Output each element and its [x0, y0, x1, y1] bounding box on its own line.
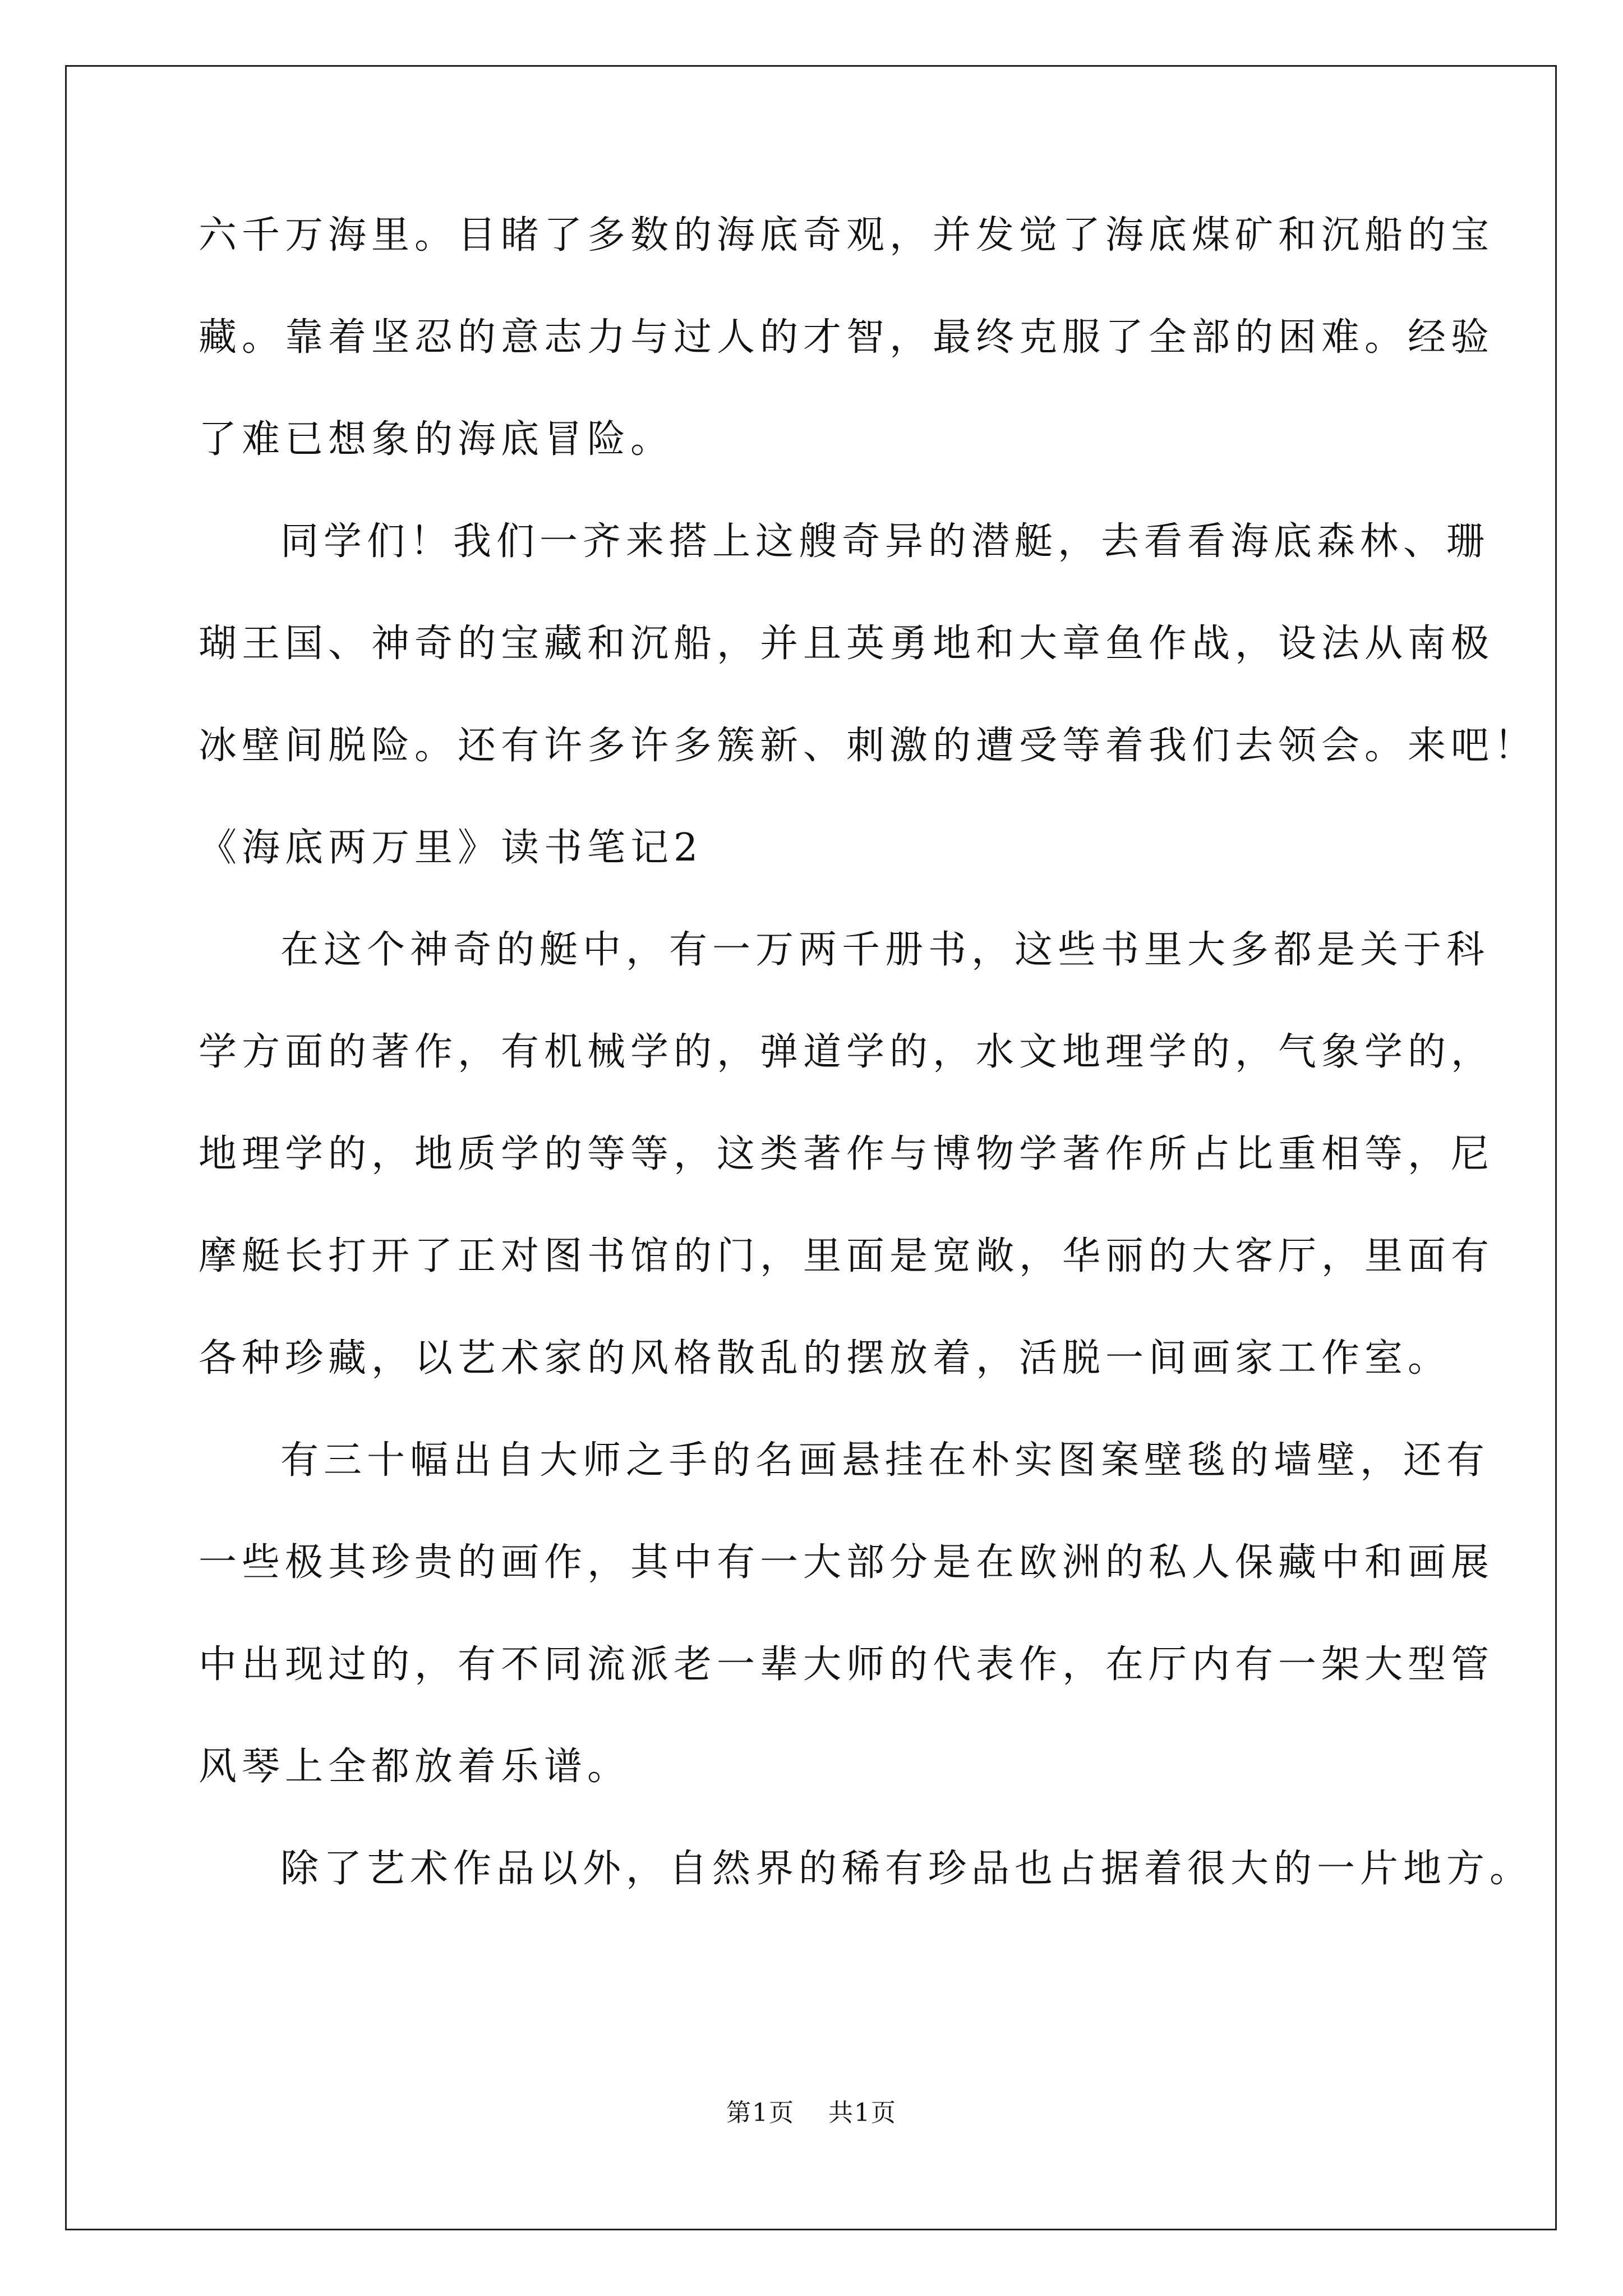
paragraph-start-line: 同学们！我们一齐来搭上这艘奇异的潜艇，去看看海底森林、珊 — [280, 519, 1490, 564]
paragraph-start-line: 在这个神奇的艇中，有一万两千册书，这些书里大多都是关于科 — [280, 928, 1490, 972]
page-footer — [0, 2092, 1623, 2128]
section-heading: 《海底两万里》读书笔记2 — [199, 826, 703, 870]
text-line: 风琴上全都放着乐谱。 — [199, 1745, 631, 1789]
text-line: 瑚王国、神奇的宝藏和沉船，并且英勇地和大章鱼作战，设法从南极 — [199, 622, 1495, 666]
text-line: 藏。靠着坚忍的意志力与过人的才智，最终克服了全部的困难。经验 — [199, 315, 1495, 360]
text-line: 了难已想象的海底冒险。 — [199, 417, 674, 462]
text-line: 摩艇长打开了正对图书馆的门，里面是宽敞，华丽的大客厅，里面有 — [199, 1234, 1495, 1278]
text-line: 学方面的著作，有机械学的，弹道学的，水文地理学的，气象学的， — [199, 1030, 1495, 1074]
text-line: 各种珍藏，以艺术家的风格散乱的摆放着，活脱一间画家工作室。 — [199, 1336, 1451, 1381]
page-number: 第1页 — [726, 2099, 795, 2127]
document-body — [199, 213, 1538, 1954]
text-line: 六千万海里。目睹了多数的海底奇观，并发觉了海底煤矿和沉船的宝 — [199, 213, 1495, 257]
text-line: 一些极其珍贵的画作，其中有一大部分是在欧洲的私人保藏中和画展 — [199, 1540, 1495, 1585]
page-total: 共1页 — [828, 2099, 897, 2127]
text-line: 地理学的，地质学的等等，这类著作与博物学著作所占比重相等，尼 — [199, 1132, 1495, 1176]
text-line: 冰壁间脱险。还有许多许多簇新、刺激的遭受等着我们去领会。来吧！ — [199, 724, 1538, 768]
paragraph-start-line: 有三十幅出自大师之手的名画悬挂在朴实图案壁毯的墙壁，还有 — [280, 1438, 1490, 1483]
paragraph-start-line: 除了艺术作品以外，自然界的稀有珍品也占据着很大的一片地方。 — [280, 1847, 1533, 1891]
text-line: 中出现过的，有不同流派老一辈大师的代表作，在厅内有一架大型管 — [199, 1642, 1495, 1687]
